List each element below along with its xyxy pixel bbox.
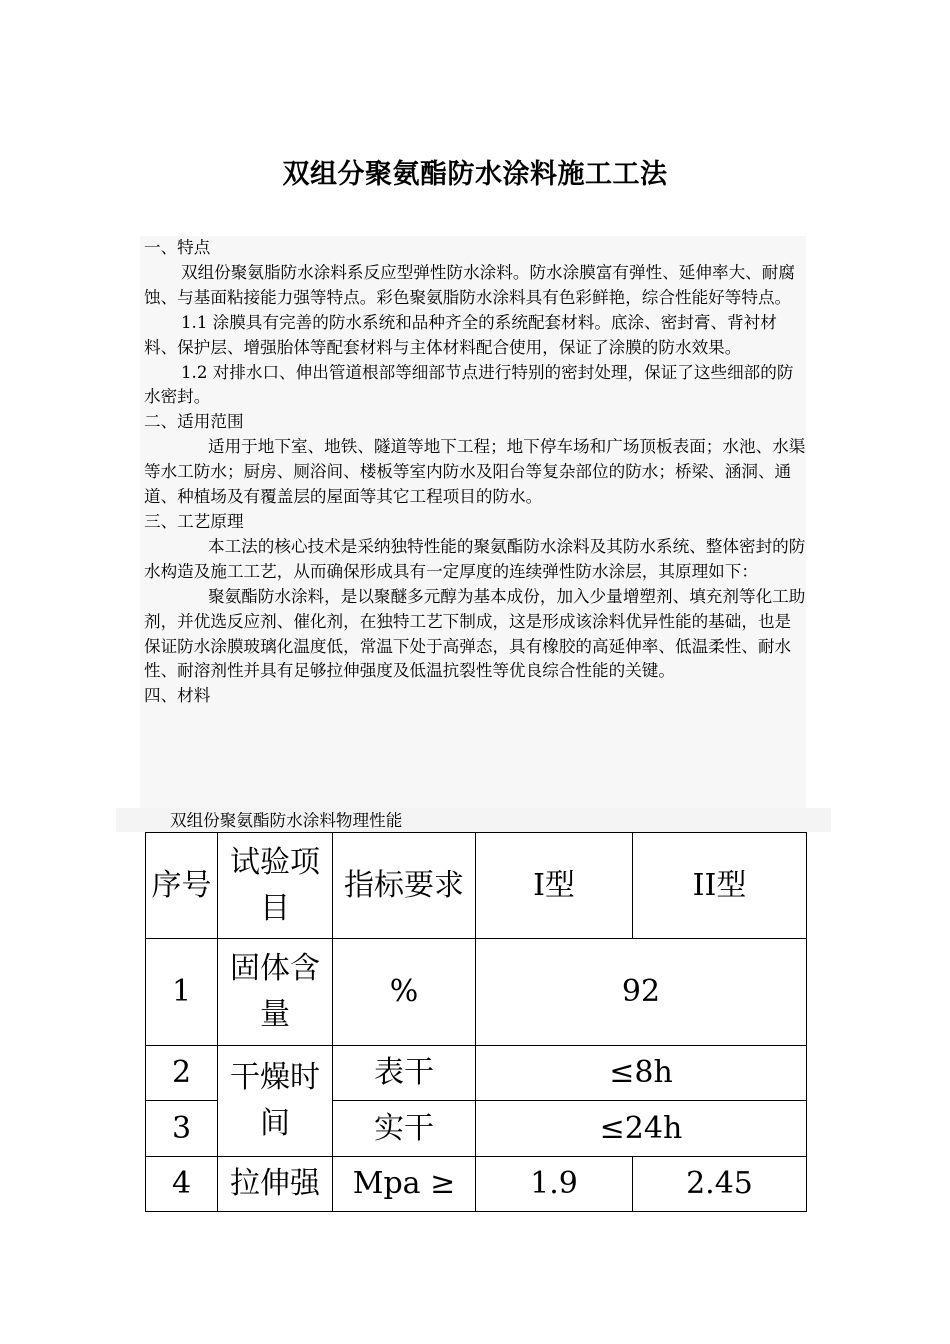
paragraph: 适用于地下室、地铁、隧道等地下工程；地下停车场和广场顶板表面；水池、水渠等水工防水；厨房、厕浴间、楼板等室内防水及阳台等复杂部位的防水；桥梁、涵洞、通道、种植场及有覆盖层的屋面等其它工程项目的防水。 xyxy=(144,437,806,507)
table-cell: 4 xyxy=(146,1157,218,1212)
table-cell: 1.9 xyxy=(476,1157,633,1212)
table-caption: 双组份聚氨酯防水涂料物理性能 xyxy=(170,811,403,830)
paragraph: 双组份聚氨脂防水涂料系反应型弹性防水涂料。防水涂膜富有弹性、延伸率大、耐腐蚀、与基面粘接能力强等特点。彩色聚氨脂防水涂料具有色彩鲜艳，综合性能好等特点。 xyxy=(144,262,795,307)
header-cell: 序号 xyxy=(146,833,218,939)
table-cell: % xyxy=(333,939,476,1046)
table-cell: ≤8h xyxy=(476,1046,807,1101)
section-heading-scope: 二、适用范围 xyxy=(144,412,244,432)
table-cell: 2.45 xyxy=(633,1157,807,1212)
table-row xyxy=(146,1046,807,1101)
header-cell: I型 xyxy=(476,833,633,939)
table-row xyxy=(146,939,807,1046)
table-cell: Mpa ≥ xyxy=(333,1157,476,1212)
table-row xyxy=(146,1157,807,1212)
table-cell: 3 xyxy=(146,1101,218,1157)
table-cell: 1 xyxy=(146,939,218,1046)
page-title: 双组分聚氨酯防水涂料施工工法 xyxy=(282,159,668,190)
table-cell: 2 xyxy=(146,1046,218,1101)
section-heading-materials: 四、材料 xyxy=(144,686,211,706)
table-cell: 表干 xyxy=(333,1046,476,1101)
section-heading-principle: 三、工艺原理 xyxy=(144,511,244,531)
properties-table xyxy=(145,832,807,1212)
table-cell: 拉伸强 xyxy=(218,1157,333,1212)
table-cell: 固体含量 xyxy=(218,939,333,1046)
paragraph: 聚氨酯防水涂料，是以聚醚多元醇为基本成份，加入少量增塑剂、填充剂等化工助剂，并优选反应剂、催化剂，在独特工艺下制成，这是形成该涂料优异性能的基础，也是保证防水涂膜玻璃化温度低，常温下处于高弹态，具有橡胶的高延伸率、低温柔性、耐水性、耐溶剂性并具有足够拉伸强度及低温抗裂性等优良综合性能的关键。 xyxy=(144,586,806,681)
paragraph: 本工法的核心技术是采纳独特性能的聚氨酯防水涂料及其防水系统、整体密封的防水构造及施工工艺，从而确保形成具有一定厚度的连续弹性防水涂层，其原理如下： xyxy=(144,536,806,581)
document-body xyxy=(140,236,806,808)
paragraph: 1.1 涂膜具有完善的防水系统和品种齐全的系统配套材料。底涂、密封膏、背衬材料、保护层、增强胎体等配套材料与主体材料配合使用，保证了涂膜的防水效果。 xyxy=(144,312,777,357)
table-cell: 92 xyxy=(476,939,807,1046)
table-header-row xyxy=(146,833,807,939)
header-cell: 试验项目 xyxy=(218,833,333,939)
paragraph: 1.2 对排水口、伸出管道根部等细部节点进行特别的密封处理，保证了这些细部的防水密封。 xyxy=(144,362,794,407)
table-cell: 干燥时间 xyxy=(218,1046,333,1157)
table-cell: 实干 xyxy=(333,1101,476,1157)
header-cell: 指标要求 xyxy=(333,833,476,939)
section-heading-features: 一、特点 xyxy=(144,238,211,257)
table-cell: ≤24h xyxy=(476,1101,807,1157)
header-cell: II型 xyxy=(633,833,807,939)
